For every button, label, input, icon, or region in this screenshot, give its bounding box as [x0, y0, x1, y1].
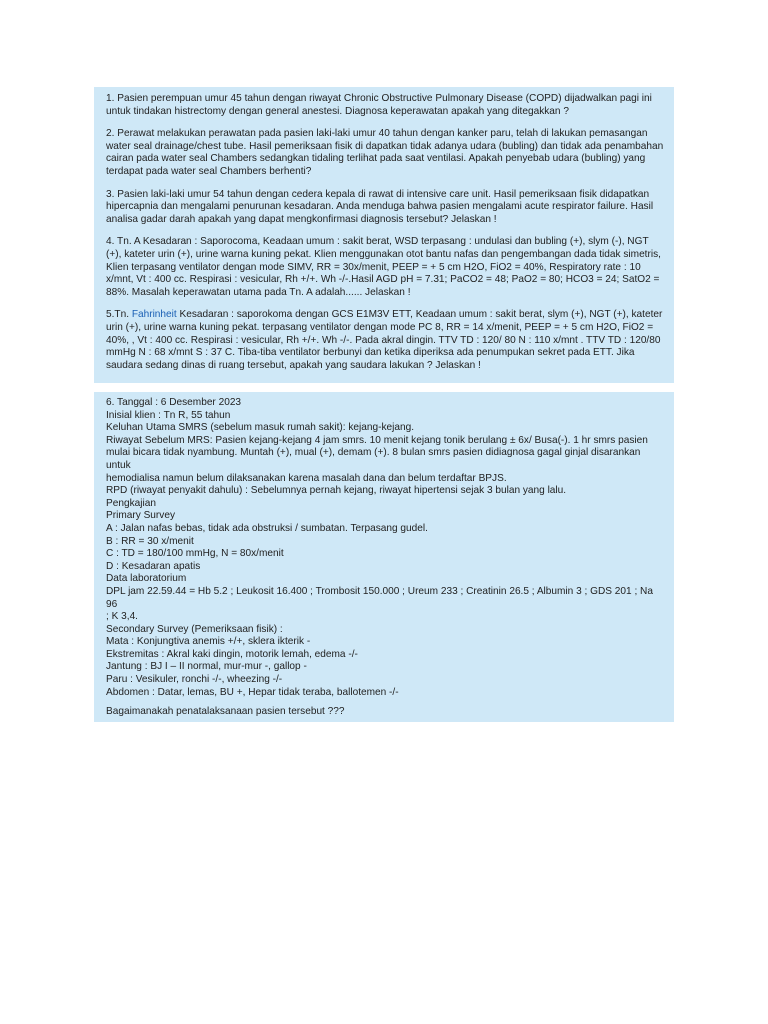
case-line: DPL jam 22.59.44 = Hb 5.2 ; Leukosit 16.400 ; Trombosit 150.000 ; Ureum 233 ; Creatinin 26.5 ; Albumin 3 ; GDS 201 ; Na 96 ; K 3,4.: [106, 585, 653, 623]
case-line: Mata : Konjungtiva anemis +/+, sklera ikterik -: [106, 636, 311, 648]
case-line: Pengkajian: [106, 497, 156, 509]
case-line: Jantung : BJ I – II normal, mur-mur -, gallop -: [106, 661, 307, 673]
questions-box-1: [94, 87, 674, 383]
case-study-box: [94, 392, 674, 722]
case-line: Inisial klien : Tn R, 55 tahun: [106, 409, 231, 421]
case-line: Primary Survey: [106, 510, 175, 522]
case-question: Bagaimanakah penatalaksanaan pasien tersebut ???: [106, 706, 345, 718]
question-4: 4. Tn. A Kesadaran : Saporocoma, Keadaan umum : sakit berat, WSD terpasang : undulasi dan bubling (+), slym (-), NGT (+), kateter urin (+), urine warna kuning pekat. Klien menggunakan otot bantu nafas dan pengembangan dada tidak simetris, Klien terpasang ventilator dengan mode SIMV, RR = 30x/menit, PEEP = + 5 cm H2O, FiO2 = 40%, Respiratory rate : 10 x/mnt, Vt : 400 cc. Respirasi : vesicular, Rh +/+. Wh -/-.Hasil AGD pH = 7.31; PaCO2 = 48; PaO2 = 80; HCO3 = 24; SatO2 = 88%. Masalah keperawatan utama pada Tn. A adalah...... Jelaskan !: [106, 236, 661, 298]
case-line: Paru : Vesikuler, ronchi -/-, wheezing -/-: [106, 674, 283, 686]
case-line: Ekstremitas : Akral kaki dingin, motorik lemah, edema -/-: [106, 648, 358, 660]
case-line: B : RR = 30 x/menit: [106, 535, 194, 547]
case-line: Abdomen : Datar, lemas, BU +, Hepar tidak teraba, ballotemen -/-: [106, 686, 399, 698]
question-5: [106, 309, 664, 372]
case-line: D : Kesadaran apatis: [106, 560, 201, 572]
case-line: Keluhan Utama SMRS (sebelum masuk rumah sakit): kejang-kejang.: [106, 422, 414, 434]
question-5-prefix: 5.Tn.: [106, 309, 132, 321]
patient-name-highlight: Fahrinheit: [131, 309, 177, 321]
case-line: Secondary Survey (Pemeriksaan fisik) :: [106, 623, 283, 635]
case-line: RPD (riwayat penyakit dahulu) : Sebelumnya pernah kejang, riwayat hipertensi sejak 3 bulan yang lalu.: [106, 485, 567, 497]
question-3: 3. Pasien laki-laki umur 54 tahun dengan cedera kepala di rawat di intensive care unit. Hasil pemeriksaan fisik didapatkan hipercapnia dan mengalami penurunan kesadaran. Anda menduga bahwa pasien mengalami acute respirator failure. Hasil analisa gadar darah apakah yang dapat mengkonfirmasi diagnosis tersebut? Jelaskan !: [106, 188, 654, 225]
case-line: A : Jalan nafas bebas, tidak ada obstruksi / sumbatan. Terpasang gudel.: [106, 522, 428, 534]
case-line: Riwayat Sebelum MRS: Pasien kejang-kejang 4 jam smrs. 10 menit kejang tonik berulang ± 6x/ Busa(-). 1 hr smrs pasien mulai bicara tidak nyambung. Muntah (+), mual (+), demam (+). 8 bulan smrs pasien didiagnosa gagal ginjal disarankan untuk hemodialisa namun belum dilaksanakan karena masalah dana dan belum terdaftar BPJS.: [106, 434, 648, 484]
case-line: 6. Tanggal : 6 Desember 2023: [106, 397, 242, 408]
case-line: Data laboratorium: [106, 573, 187, 585]
case-line: C : TD = 180/100 mmHg, N = 80x/menit: [106, 548, 284, 560]
question-5-body: Kesadaran : saporokoma dengan GCS E1M3V ETT, Keadaan umum : sakit berat, slym (+), NGT (+), kateter urin (+), urine warna kuning pekat. terpasang ventilator dengan mode PC 8, RR = 14 x/menit, PEEP = + 5 cm H2O, FiO2 = 40%, , Vt : 400 cc. Respirasi : vesicular, Rh +/+. Wh -/-. Pada akral dingin. TTV TD : 120/ 80 N : 110 x/mnt . TTV TD : 120/80 mmHg N : 68 x/mnt S : 37 C. Tiba-tiba ventilator berbunyi dan ketika diperiksa ada penumpukan sekret pada ETT. Jika saudara sedang dinas di ruang tersebut, apakah yang saudara lakukan ? Jelaskan !: [106, 309, 663, 371]
question-2: 2. Perawat melakukan perawatan pada pasien laki-laki umur 40 tahun dengan kanker paru, telah di lakukan pemasangan water seal drainage/chest tube. Hasil pemeriksaan fisik di dapatkan tidak adanya udara (bubling) dan tidak ada penambahan cairan pada water seal Chambers sedangkan tidaling terlihat pada saat ventilasi. Apakah penyebab udara (bubling) yang terdapat pada water seal Chambers berhenti?: [106, 128, 664, 177]
question-1: 1. Pasien perempuan umur 45 tahun dengan riwayat Chronic Obstructive Pulmonary Disease (COPD) dijadwalkan pagi ini untuk tindakan histrectomy dengan general anestesi. Diagnosa keperawatan apakah yang ditegakkan ?: [106, 93, 652, 117]
